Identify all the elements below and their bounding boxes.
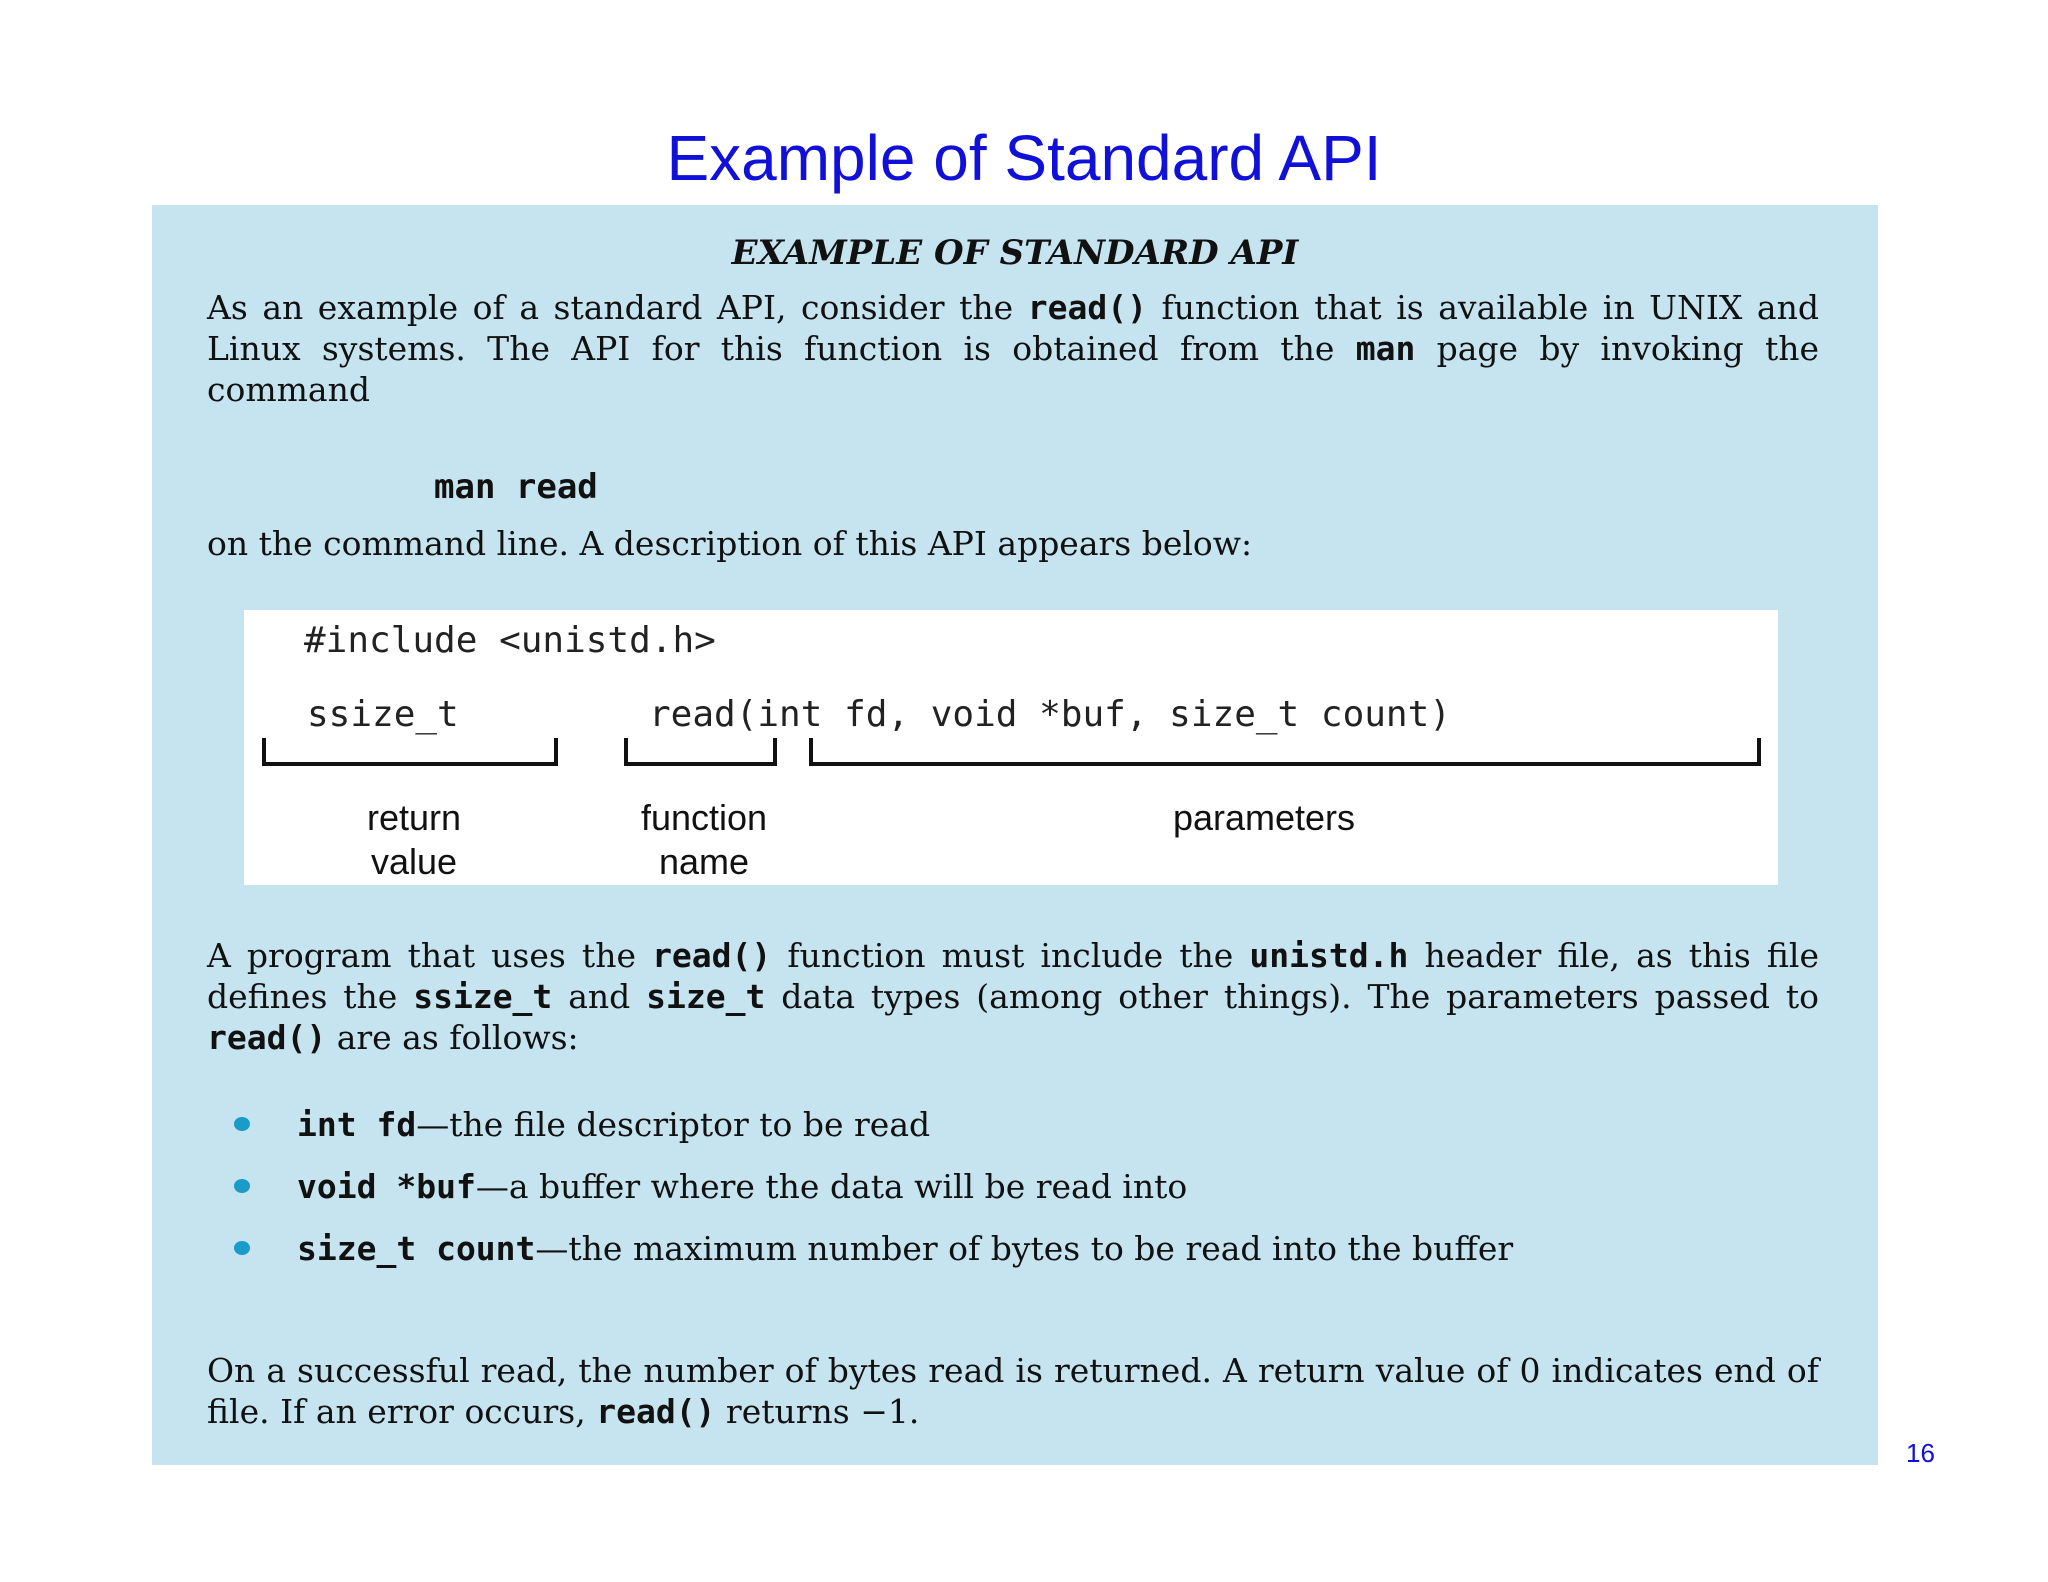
return-type-code: ssize_t [307, 694, 459, 735]
api-signature-figure [244, 610, 1778, 885]
return-value-bracket [262, 738, 558, 766]
read-function-code: read() [1027, 288, 1147, 327]
page-number: 16 [1906, 1438, 1935, 1468]
after-command-paragraph: on the command line. A description of this API appears below: [207, 524, 1253, 563]
bullet-dot-icon [234, 1241, 250, 1255]
api-example-panel: EXAMPLE OF STANDARD API As an example of a standard API, consider the read() function that is available in UNIX and Linux systems. The API for this function is obtained from the man page by invoking the command man read on the command line. A description of this API appears below: #include <unistd.h> ssize_t read(int fd, void *buf, size_t count) return value function name parameters A program that uses the read() function must include the unistd.h header file, as this file defines the ssize_t and size_t data types (among other things). The parameters passed to read() are as follows: int fd—the file descriptor to be read void *buf—a buffer where the data will be read into size_t count—the maximum number of bytes to be read into the buffer On a successful read, the number of bytes read is returned. A return value of 0 indicates end of file. If an error occurs, read() returns −1. [152, 205, 1878, 1465]
include-line: #include <unistd.h> [304, 620, 716, 661]
command-line-example: man read [434, 467, 598, 507]
bullet-dot-icon [234, 1117, 250, 1131]
box-title: EXAMPLE OF STANDARD API [731, 233, 1299, 273]
function-name-bracket [624, 738, 777, 766]
bullet-dot-icon [234, 1179, 250, 1193]
signature-code: read(int fd, void *buf, size_t count) [649, 694, 1451, 735]
return-value-label: return value [366, 797, 462, 882]
man-code: man [1355, 329, 1416, 368]
function-name-label: function name [640, 797, 768, 882]
slide-title: Example of Standard API [666, 122, 1382, 194]
closing-paragraph: On a successful read, the number of bytes read is returned. A return value of 0 indicates end of file. If an error occurs, read() returns −1. [207, 1351, 1819, 1431]
parameters-label: parameters [1172, 797, 1356, 838]
parameters-bracket [809, 738, 1761, 766]
program-paragraph: A program that uses the read() function must include the unistd.h header file, as this file defines the ssize_t and size_t data types (among other things). The parameters passed to read() are as follows: [207, 936, 1819, 1057]
intro-paragraph: As an example of a standard API, consider the read() function that is available in UNIX and Linux systems. The API for this function is obtained from the man page by invoking the command [207, 288, 1819, 409]
